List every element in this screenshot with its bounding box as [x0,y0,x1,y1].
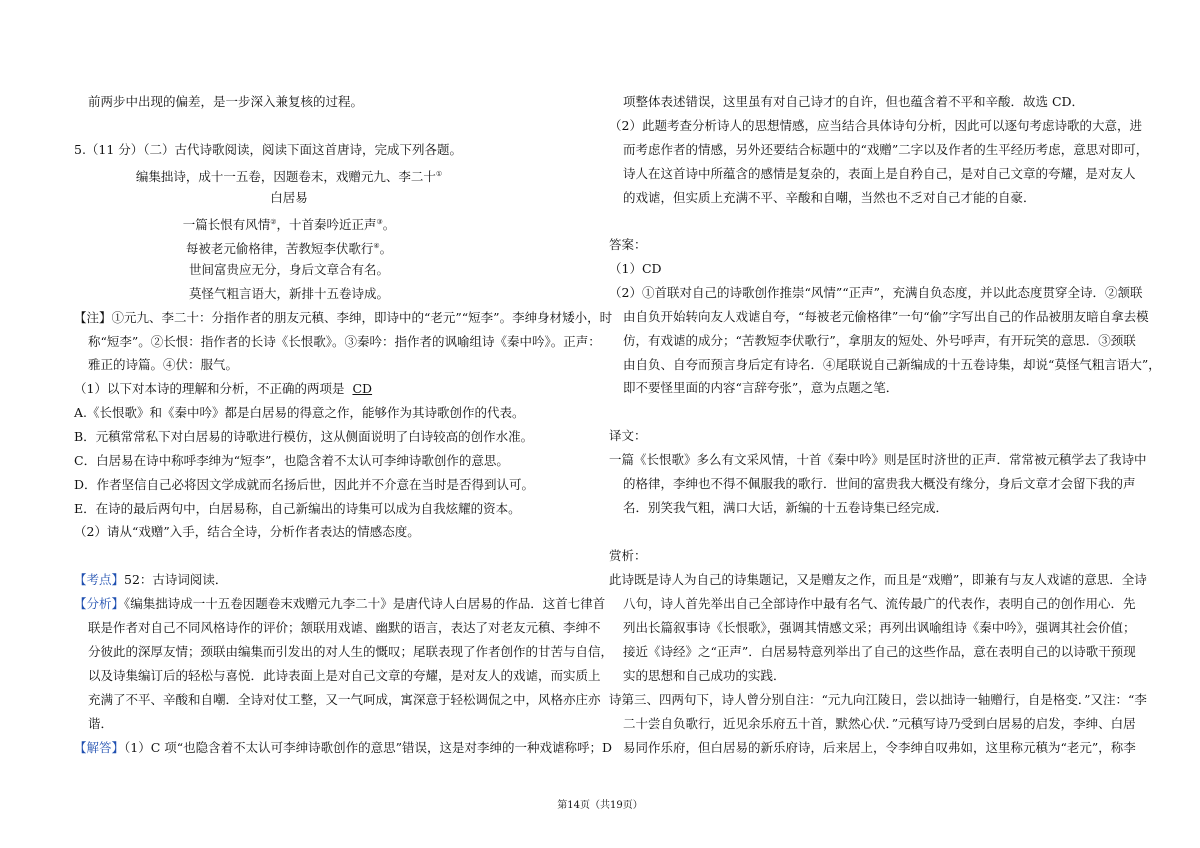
poem-line-1-c: 。 [382,217,396,233]
carry-over-line: 前两步中出现的偏差，是一步深入兼复核的过程。 [88,94,364,109]
appreciation-line-2: 八句，诗人首先举出自己全部诗作中最有名气、流传最广的代表作，表明自己的创作用心．先 [623,596,1136,611]
kaodian-text: 52：古诗词阅读． [124,572,228,587]
kaodian-line [74,572,227,588]
translation-line-1: 一篇《长恨歌》多么有文采风情，十首《秦中吟》则是匡时济世的正声．常常被元稹学去了我诗中 [609,452,1147,467]
poem-line-1-b: ，十首秦吟近正声 [276,217,377,233]
option-c: C．白居易在诗中称呼李绅为“短李”，也隐含着不太认可李绅诗歌创作的意思。 [74,453,509,468]
poem-line-4: 莫怪气粗言语大，新排十五卷诗成。 [188,286,389,301]
explanation-line-1: 项整体表述错误，这里虽有对自己诗才的自许，但也蕴含着不平和辛酸．故选 CD． [623,94,1085,109]
fenxi-line-6: 谐． [88,716,114,731]
poem-title [74,166,504,185]
answer-2-line-1: （2）①首联对自己的诗歌创作推崇“风情”“正声”，充满自负态度，并以此态度贯穿全诗．②颔联 [609,285,1143,300]
subquestion-1 [74,381,380,397]
option-d: D．作者坚信自己必将因文学成就而名扬后世，因此并不介意在当时是否得到认可。 [74,477,535,492]
answer-2-line-5: 即不要怪里面的内容“言辞夸张”，意为点题之笔． [623,380,899,395]
note-mark-4: ④ [373,242,380,250]
appreciation-line-4: 接近《诗经》之“正声”．白居易特意列举出了自己的这些作品，意在表明自己的以诗歌干预现 [623,644,1136,659]
answer-2-line-4: 由自负、自夸而预言身后定有诗名．④尾联说自己新编成的十五卷诗集，却说“莫怪气粗言语大”， [623,357,1161,372]
answer-label: 答案： [609,237,647,252]
translation-line-2: 的格律，李绅也不得不佩服我的歌行．世间的富贵我大概没有缘分，身后文章才会留下我的声 [623,476,1136,491]
note-mark-3: ③ [376,218,383,226]
answer-1: （1）CD [609,261,662,276]
explanation-line-4: 诗人在这首诗中所蕴含的感情是复杂的，表面上是自矜自己，是对自己文章的夸耀，是对友人 [623,166,1136,181]
explanation-line-5: 的戏谑，但实质上充满不平、辛酸和自嘲，当然也不乏对自己才能的自豪． [623,190,1036,205]
poem-line-2 [74,238,504,257]
appreciation-line-1: 此诗既是诗人为自己的诗集题记，又是赠友之作，而且是“戏赠”，即兼有与友人戏谑的意思．全诗 [609,572,1147,587]
subquestion-2: （2）请从“戏赠”入手，结合全诗，分析作者表达的情感态度。 [74,524,420,539]
appreciation-line-7: 二十尝自负歌行，近见余乐府五十首，默然心伏．”元稹写诗乃受到白居易的启发，李绅、白居 [623,716,1136,731]
jieda-text-1: （1）C 项“也隐含着不太认可李绅诗歌创作的意思”错误，这是对李绅的一种戏谑称呼；D [124,740,613,755]
option-e: E．在诗的最后两句中，白居易称，自己新编出的诗集可以成为自我炫耀的资本。 [74,501,521,516]
poem-line-1-a: 一篇长恨有风情 [182,217,271,233]
answer-2-line-2: 由自负开始转向友人戏谑自夸，“每被老元偷格律”一句“偷”字写出自己的作品被朋友暗自拿去模 [623,309,1149,324]
note-line-2: 称“短李”。②长恨：指作者的长诗《长恨歌》。③秦吟：指作者的讽喻组诗《秦中吟》。正声： [88,334,601,349]
explanation-line-2: （2）此题考查分析诗人的思想情感，应当结合具体诗句分析，因此可以逐句考虑诗歌的大意，进 [609,118,1142,133]
fenxi-line-5: 充满了不平、辛酸和自嘲．全诗对仗工整，又一气呵成，寓深意于轻松调侃之中，风格亦庄亦 [88,692,601,707]
fenxi-text-1: 《编集拙诗成一十五卷因题卷末戏赠元九李二十》是唐代诗人白居易的作品．这首七律首 [124,596,606,611]
explanation-line-3: 而考虑作者的情感，另外还要结合标题中的“戏赠”二字以及作者的生平经历考虑，意思对即可， [623,142,1149,157]
appreciation-line-6: 诗第三、四两句下，诗人曾分别自注：“元九向江陵日，尝以拙诗一轴赠行，自是格变．”又注：“李 [609,692,1147,707]
jieda-line-1 [74,740,612,756]
answer-2-line-3: 仿，有戏谑的成分；“苦教短李伏歌行”，拿朋友的短处、外号呼声，有开玩笑的意思．③颈联 [623,333,1136,348]
fenxi-line-3: 分彼此的深厚友情；颈联由编集而引发出的对人生的慨叹；尾联表现了作者创作的甘苦与自信， [88,644,614,659]
poem-title-text: 编集拙诗，成十一五卷，因题卷末，戏赠元九、李二十 [135,169,436,185]
question-5-header: 5.（11 分）（二）古代诗歌阅读，阅读下面这首唐诗，完成下列各题。 [74,142,463,157]
appreciation-line-5: 实的思想和自己成功的实践． [623,668,786,683]
kaodian-tag: 【考点】 [74,572,125,587]
note-mark-2: ② [270,218,277,226]
option-a: A.《长恨歌》和《秦中吟》都是白居易的得意之作，能够作为其诗歌创作的代表。 [74,405,525,420]
poem-line-1 [74,214,504,233]
translation-label: 译文： [609,428,647,443]
poem-author: 白居易 [270,190,308,205]
jieda-tag: 【解答】 [74,740,125,755]
option-b: B．元稹常常私下对白居易的诗歌进行模仿，这从侧面说明了白诗较高的创作水准。 [74,429,534,444]
translation-line-3: 名．别笑我气粗，满口大话，新编的十五卷诗集已经完成． [623,500,949,515]
note-line-1: 【注】①元九、李二十：分指作者的朋友元稹、李绅，即诗中的“老元”“短李”。李绅身材矮小，时 [74,310,613,325]
fenxi-line-1 [74,596,605,612]
fenxi-line-4: 以及诗集编订后的轻松与喜悦．此诗表面上是对自己文章的夸耀，是对友人的戏谑，而实质上 [88,668,601,683]
appreciation-line-3: 列出长篇叙事诗《长恨歌》，强调其情感文采；再列出讽喻组诗《秦中吟》，强调其社会价值； [623,620,1136,635]
fenxi-tag: 【分析】 [74,596,125,611]
poem-line-2-a: 每被老元偷格律，苦教短李伏歌行 [185,241,374,257]
appreciation-label: 赏析： [609,548,647,563]
appreciation-line-8: 易同作乐府，但白居易的新乐府诗，后来居上，令李绅自叹弗如，这里称元稹为“老元”，称李 [623,740,1136,755]
poem-title-note-mark: ① [435,170,443,178]
note-line-3: 雅正的诗篇。④伏：服气。 [88,357,239,372]
subquestion-1-text: （1）以下对本诗的理解和分析，不正确的两项是 [74,381,345,396]
poem-line-2-b: 。 [379,241,393,257]
fenxi-line-2: 联是作者对自己不同风格诗作的评价；颔联用戏谑、幽默的语言，表达了对老友元稹、李绅不 [88,620,601,635]
page-number-footer: 第14页（共19页） [557,800,643,811]
poem-line-3: 世间富贵应无分，身后文章合有名。 [188,262,389,277]
subquestion-1-answer: CD [352,381,373,396]
